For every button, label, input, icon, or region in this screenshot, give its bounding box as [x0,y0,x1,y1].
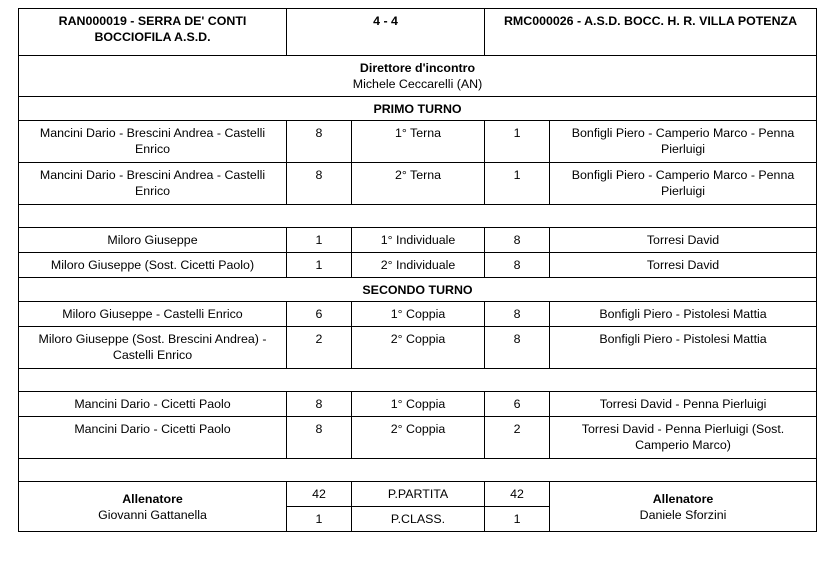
director-label: Direttore d'incontro [359,61,476,75]
director-row [19,56,817,97]
game-label: 2° Coppia [352,417,485,459]
spacer-cell [19,459,817,482]
spacer-row [19,205,817,228]
away-players: Bonfigli Piero - Pistolesi Mattia [550,302,817,327]
game-row [19,121,817,163]
away-coach-label: Allenatore [652,491,714,506]
away-players: Torresi David [550,228,817,253]
spacer-cell [19,205,817,228]
home-coach-name: Giovanni Gattanella [98,507,207,522]
away-score: 1 [485,163,550,205]
game-label: 2° Terna [352,163,485,205]
away-score: 6 [485,392,550,417]
home-score: 2 [287,327,352,369]
away-score: 8 [485,228,550,253]
partita-away-value: 42 [485,482,550,507]
away-team-name: RMC000026 - A.S.D. BOCC. H. R. VILLA POTENZA [485,9,817,56]
game-label: 1° Coppia [352,302,485,327]
away-score: 2 [485,417,550,459]
away-score: 8 [485,327,550,369]
away-score: 1 [485,121,550,163]
footer-row-partita [19,482,817,507]
home-players: Mancini Dario - Brescini Andrea - Castelli Enrico [19,121,287,163]
home-score: 8 [287,163,352,205]
home-score: 8 [287,392,352,417]
director-cell [19,56,817,97]
away-coach-name: Daniele Sforzini [639,507,727,522]
home-players: Mancini Dario - Brescini Andrea - Castelli Enrico [19,163,287,205]
away-players: Bonfigli Piero - Camperio Marco - Penna Pierluigi [550,163,817,205]
home-players: Mancini Dario - Cicetti Paolo [19,417,287,459]
spacer-row [19,369,817,392]
home-coach-cell [19,482,287,532]
away-players: Bonfigli Piero - Pistolesi Mattia [550,327,817,369]
home-score: 8 [287,417,352,459]
match-score: 4 - 4 [287,9,485,56]
spacer-row [19,459,817,482]
game-row [19,417,817,459]
away-players: Torresi David - Penna Pierluigi (Sost. Camperio Marco) [550,417,817,459]
away-players: Torresi David [550,253,817,278]
home-score: 8 [287,121,352,163]
game-label: 1° Terna [352,121,485,163]
section-row [19,97,817,121]
match-sheet-table [18,8,817,532]
class-home-value: 1 [287,507,352,532]
partita-home-value: 42 [287,482,352,507]
director-name: Michele Ceccarelli (AN) [352,77,483,91]
home-team-name: RAN000019 - SERRA DE' CONTI BOCCIOFILA A.S.D. [19,9,287,56]
home-players: Miloro Giuseppe [19,228,287,253]
class-away-value: 1 [485,507,550,532]
home-players: Miloro Giuseppe - Castelli Enrico [19,302,287,327]
game-label: 1° Coppia [352,392,485,417]
game-row [19,327,817,369]
game-row [19,302,817,327]
game-row [19,163,817,205]
section-row [19,278,817,302]
second-round-title: SECONDO TURNO [19,278,817,302]
class-label: P.CLASS. [352,507,485,532]
away-score: 8 [485,253,550,278]
home-players: Mancini Dario - Cicetti Paolo [19,392,287,417]
game-row [19,228,817,253]
home-players: Miloro Giuseppe (Sost. Cicetti Paolo) [19,253,287,278]
partita-label: P.PARTITA [352,482,485,507]
spacer-cell [19,369,817,392]
home-players: Miloro Giuseppe (Sost. Brescini Andrea) - Castelli Enrico [19,327,287,369]
away-players: Bonfigli Piero - Camperio Marco - Penna Pierluigi [550,121,817,163]
game-label: 2° Coppia [352,327,485,369]
game-label: 1° Individuale [352,228,485,253]
away-players: Torresi David - Penna Pierluigi [550,392,817,417]
home-score: 6 [287,302,352,327]
header-row [19,9,817,56]
game-row [19,253,817,278]
away-coach-cell [550,482,817,532]
home-coach-label: Allenatore [122,491,183,506]
game-row [19,392,817,417]
first-round-title: PRIMO TURNO [19,97,817,121]
away-score: 8 [485,302,550,327]
home-score: 1 [287,228,352,253]
home-score: 1 [287,253,352,278]
game-label: 2° Individuale [352,253,485,278]
